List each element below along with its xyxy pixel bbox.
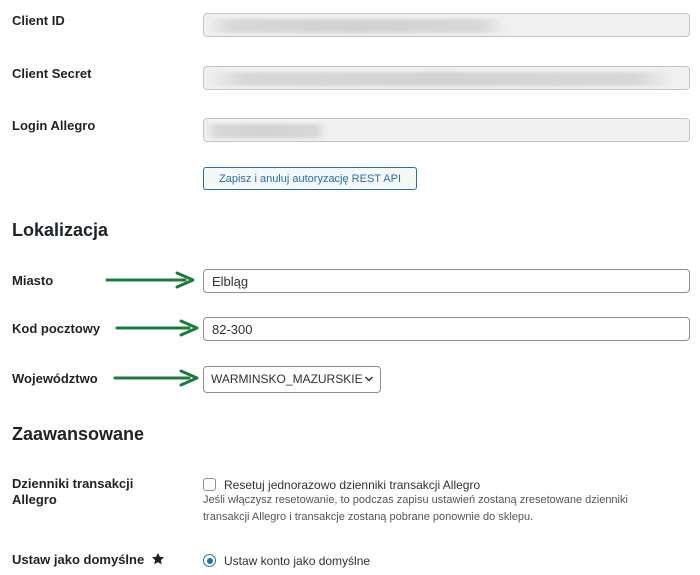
postal-code-input[interactable] <box>203 317 690 341</box>
save-revoke-auth-button[interactable]: Zapisz i anuluj autoryzację REST API <box>203 167 417 190</box>
reset-logs-description <box>203 492 693 526</box>
transaction-logs-label-line2: Allegro <box>12 492 57 507</box>
reset-logs-checkbox-label[interactable]: Resetuj jednorazowo dzienniki transakcji Allegro <box>224 478 481 492</box>
advanced-heading: Zaawansowane <box>12 424 145 444</box>
client-id-field[interactable] <box>203 13 690 37</box>
star-icon <box>151 552 165 566</box>
transaction-logs-label <box>12 476 133 508</box>
province-select[interactable] <box>203 366 381 393</box>
location-heading: Lokalizacja <box>12 220 109 240</box>
client-secret-field[interactable] <box>203 66 690 90</box>
redacted-value <box>206 72 674 86</box>
chevron-down-icon <box>364 374 374 384</box>
reset-logs-checkbox[interactable] <box>203 478 216 491</box>
client-secret-label: Client Secret <box>12 66 92 81</box>
green-arrow-icon <box>113 369 201 387</box>
green-arrow-icon <box>105 271 197 289</box>
client-id-label: Client ID <box>12 13 65 28</box>
city-label: Miasto <box>12 273 54 288</box>
city-input[interactable] <box>203 269 690 293</box>
postal-code-value: 82-300 <box>212 322 253 337</box>
login-allegro-field[interactable] <box>203 118 690 142</box>
login-allegro-label: Login Allegro <box>12 118 96 133</box>
reset-description-line2: transakcji Allegro i transakcje zostaną pobrane ponownie do sklepu. <box>203 511 534 523</box>
default-account-label-text: Ustaw jako domyślne <box>12 552 145 567</box>
transaction-logs-label-line1: Dzienniki transakcji <box>12 476 134 491</box>
redacted-value <box>206 19 506 33</box>
province-label: Województwo <box>12 371 98 386</box>
default-account-radio-label[interactable]: Ustaw konto jako domyślne <box>224 554 371 568</box>
default-account-label <box>12 552 165 568</box>
redacted-value <box>206 124 326 138</box>
green-arrow-icon <box>115 319 201 337</box>
postal-code-label: Kod pocztowy <box>12 321 101 336</box>
city-value: Elbląg <box>212 274 249 289</box>
province-value: WARMINSKO_MAZURSKIE <box>211 372 363 386</box>
reset-description-line1: Jeśli włączysz resetowanie, to podczas zapisu ustawień zostaną zresetowane dzienniki <box>203 494 628 506</box>
default-account-radio[interactable] <box>203 554 216 567</box>
